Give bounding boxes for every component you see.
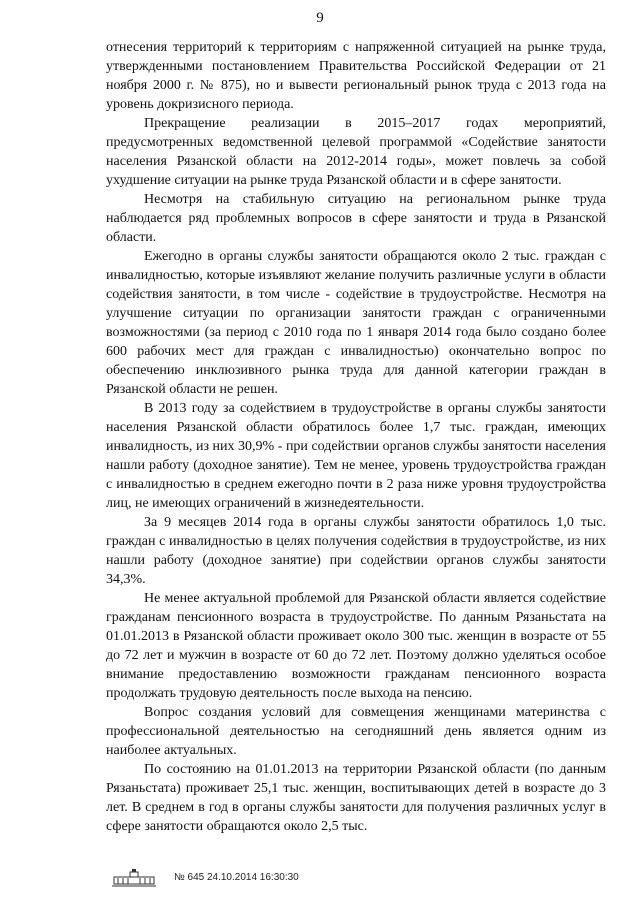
paragraph-5: В 2013 году за содействием в трудоустройстве в органы службы занятости населения Рязанской области обратилось более 1,7 тыс. граждан, имеющих инвалидность, из них 30,9% - при содействии органов службы занятости населения нашли работу (доходное занятие). Тем не менее, уровень трудоустройства граждан с инвалидностью в среднем ежегодно почти в 2 раза ниже уровня трудоустройства лиц, не имеющих ограничений в жизнедеятельности. [106, 401, 606, 511]
paragraph-7: Не менее актуальной проблемой для Рязанской области является содействие гражданам пенсионного возраста в трудоустройстве. По данным Рязаньстата на 01.01.2013 в Рязанской области проживает около 300 тыс. женщин в возрасте от 55 до 72 лет и мужчин в возрасте от 60 до 72 лет. Поэтому должно уделяться особое внимание предоставлению возможности гражданам пенсионного возраста продолжать трудовую деятельность после выхода на пенсию. [106, 591, 606, 701]
paragraph-1: отнесения территорий к территориям с напряженной ситуацией на рынке труда, утвержденными постановлением Правительства Российской Федерации от 21 ноября 2000 г. № 875), но и вывести региональный рынок труда с 2013 года на уровень докризисного периода. [106, 40, 606, 112]
document-body [106, 38, 606, 836]
government-building-logo-icon [110, 868, 158, 888]
paragraph-2: Прекращение реализации в 2015–2017 годах мероприятий, предусмотренных ведомственной целевой программой «Содействие занятости населения Рязанской области на 2012-2014 годы», может повлечь за собой ухудшение ситуации на рынке труда Рязанской области и в сфере занятости. [106, 116, 606, 188]
paragraph-3: Несмотря на стабильную ситуацию на региональном рынке труда наблюдается ряд проблемных вопросов в сфере занятости и труда в Рязанской области. [106, 192, 606, 245]
paragraph-8: Вопрос создания условий для совмещения женщинами материнства с профессиональной деятельностью на сегодняшний день является одним из наиболее актуальных. [106, 705, 606, 758]
paragraph-4: Ежегодно в органы службы занятости обращаются около 2 тыс. граждан с инвалидностью, которые изъявляют желание получить различные услуги в области содействия занятости, в том числе - содействие в трудоустройстве. Несмотря на улучшение ситуации по организации занятости граждан с ограниченными возможностями (за период с 2010 года по 1 января 2014 года было создано более 600 рабочих мест для граждан с инвалидностью) окончательно вопрос по обеспечению инклюзивного рынка труда для данной категории граждан в Рязанской области не решен. [106, 249, 606, 397]
paragraph-9: По состоянию на 01.01.2013 на территории Рязанской области (по данным Рязаньстата) проживает 25,1 тыс. женщин, воспитывающих детей в возрасте до 3 лет. В среднем в год в органы службы занятости для получения различных услуг в сфере занятости обращаются около 2,5 тыс. [106, 762, 606, 834]
document-footer [110, 868, 610, 892]
paragraph-6: За 9 месяцев 2014 года в органы службы занятости обратилось 1,0 тыс. граждан с инвалидностью в целях получения содействия в трудоустройстве, из них нашли работу (доходное занятие) при содействии органов службы занятости 34,3%. [106, 515, 606, 587]
document-stamp: № 645 24.10.2014 16:30:30 [174, 872, 299, 883]
page-number: 9 [316, 10, 324, 26]
